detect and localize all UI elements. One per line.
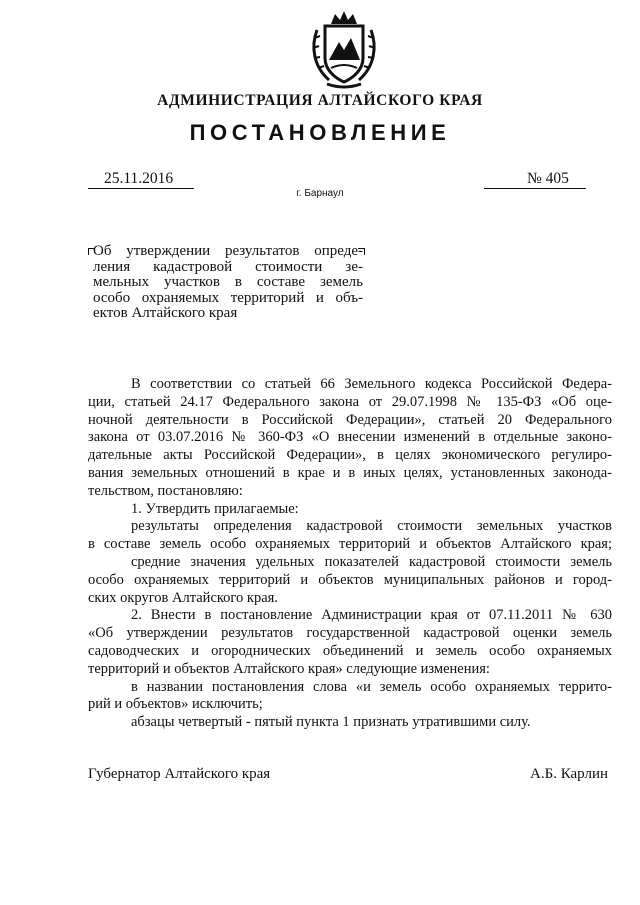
- altai-coat-of-arms-icon: [307, 8, 381, 90]
- document-subject: [93, 244, 363, 322]
- body-line: результаты определения кадастровой стоимости земельных участков: [131, 518, 612, 535]
- subject-line: Об утверждении результатов опреде-: [93, 243, 363, 259]
- body-line: 2. Внести в постановление Администрации края от 07.11.2011 № 630: [131, 607, 612, 624]
- body-line: тельством, постановляю:: [88, 482, 243, 499]
- body-line: территорий и объектов Алтайского края» следующие изменения:: [88, 660, 490, 677]
- city: г. Барнаул: [296, 188, 344, 199]
- organization-name: АДМИНИСТРАЦИЯ АЛТАЙСКОГО КРАЯ: [157, 92, 483, 109]
- body-line: садоводческих и огороднических объединений и земель особо охраняемых: [88, 642, 612, 659]
- signatory-name: А.Б. Карлин: [530, 766, 609, 782]
- document-body: [88, 376, 612, 732]
- body-line: В соответствии со статьей 66 Земельного кодекса Российской Федера-: [131, 376, 612, 392]
- body-line: ских округов Алтайского края.: [88, 589, 278, 606]
- body-line: 1. Утвердить прилагаемые:: [131, 500, 299, 517]
- body-line: дательные акты Российской Федерации», в целях экономического регулиро-: [88, 447, 612, 464]
- body-line: рий и объектов» исключить;: [88, 696, 263, 713]
- subject-line: особо охраняемых территорий и объ-: [93, 289, 363, 306]
- subject-line: ектов Алтайского края: [93, 305, 238, 321]
- body-line: абзацы четвертый - пятый пункта 1 признать утратившими силу.: [131, 714, 531, 731]
- signatory-position: Губернатор Алтайского края: [88, 766, 271, 782]
- body-line: вания земельных отношений в крае и в иных целях, установленных законода-: [88, 464, 612, 481]
- subject-line: мельных участков в составе земель: [93, 274, 363, 290]
- body-line: в названии постановления слова «и земель особо охраняемых террито-: [131, 678, 612, 695]
- body-line: «Об утверждении результатов государственной кадастровой оценки земель: [88, 625, 612, 642]
- subject-line: ления кадастровой стоимости зе-: [93, 258, 363, 275]
- body-line: средние значения удельных показателей кадастровой стоимости земель: [131, 553, 612, 570]
- body-line: в составе земель особо охраняемых территорий и объектов Алтайского края;: [88, 536, 612, 553]
- body-line: ночной деятельности в Российской Федерации», статьей 20 Федерального: [88, 411, 612, 428]
- document-type: ПОСТАНОВЛЕНИЕ: [189, 120, 451, 145]
- body-line: особо охраняемых территорий и объектов муниципальных районов и город-: [88, 571, 612, 588]
- document-number: № 405: [527, 170, 569, 187]
- body-line: закона от 03.07.2016 № 360-ФЗ «О внесении изменений в отдельные законо-: [88, 429, 612, 446]
- document-date: 25.11.2016: [104, 170, 174, 187]
- body-line: ции, статьей 24.17 Федерального закона от 29.07.1998 № 135-ФЗ «Об оце-: [88, 393, 612, 410]
